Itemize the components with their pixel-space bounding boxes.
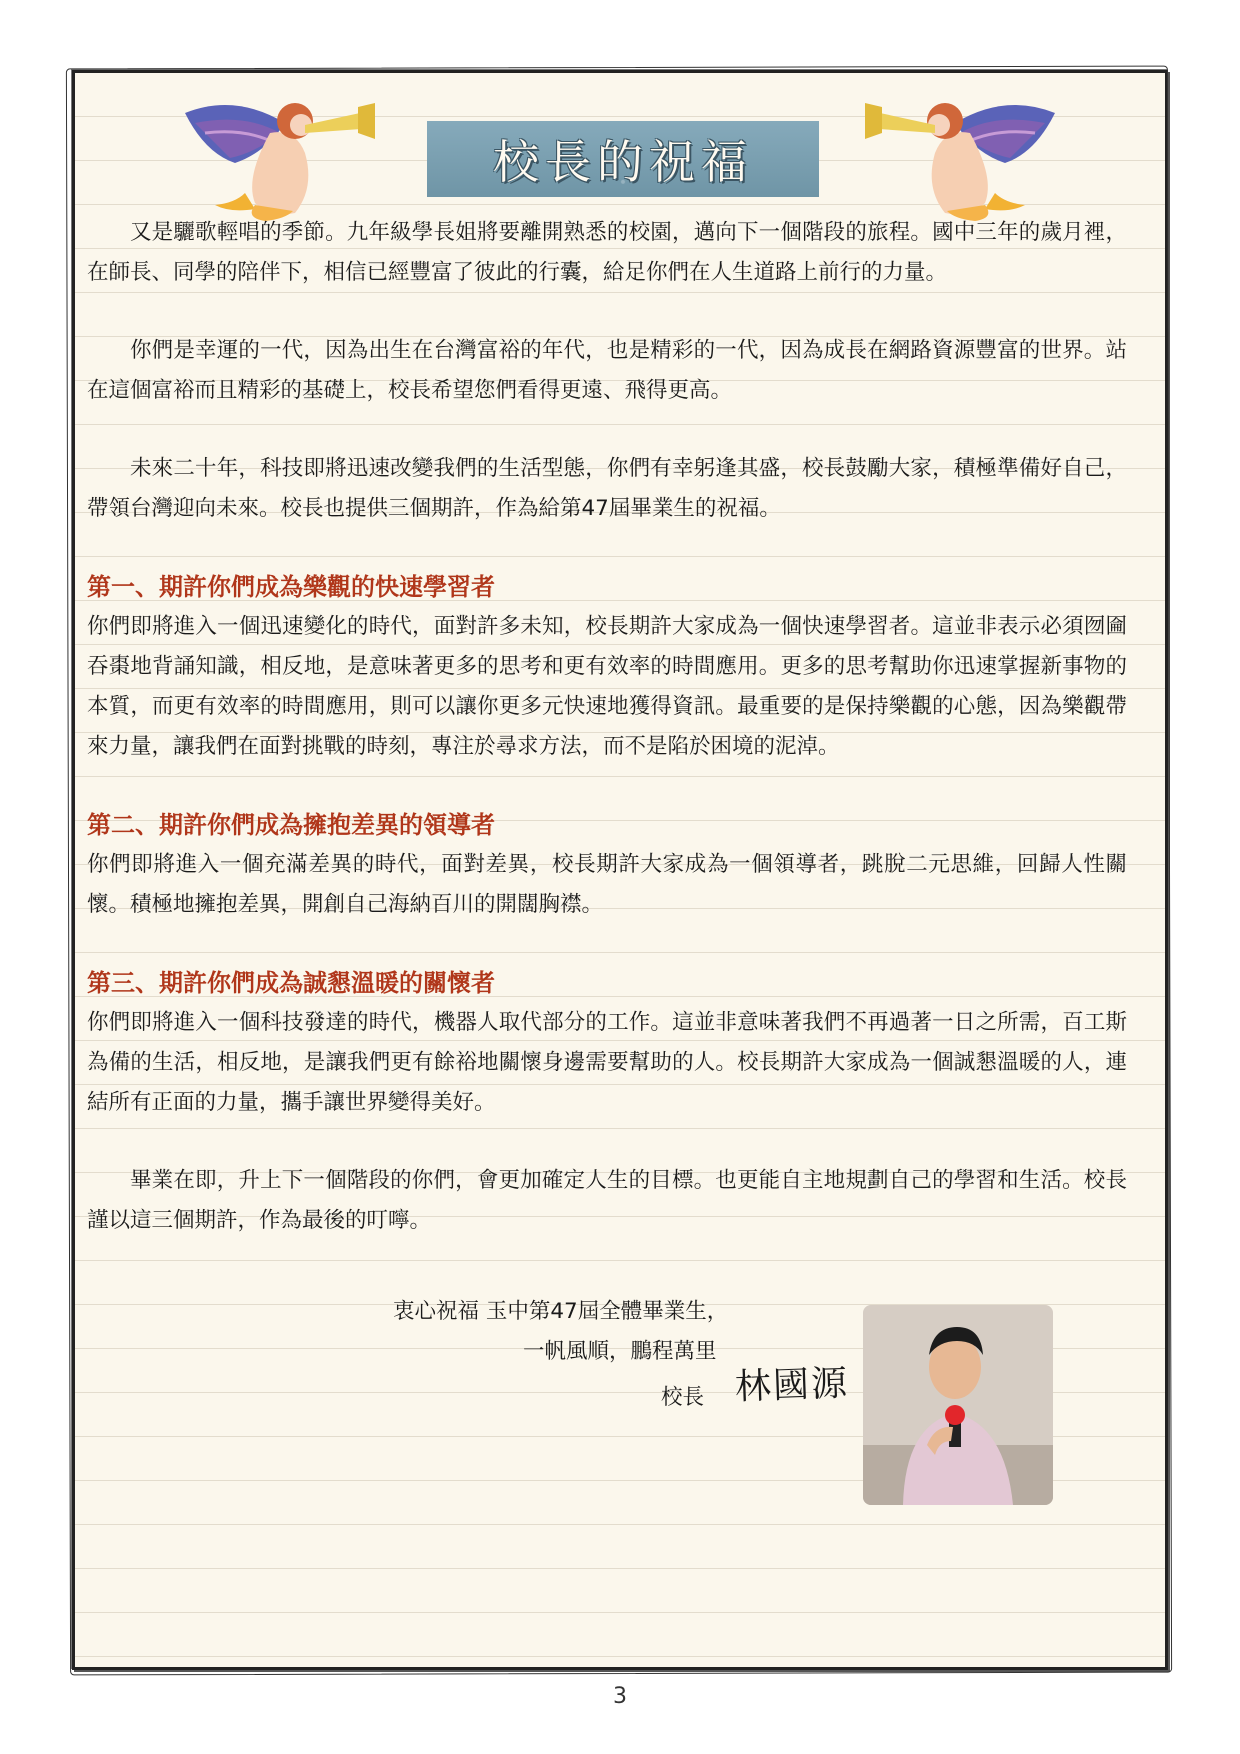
title-banner bbox=[427, 121, 819, 197]
section-heading-3: 第三、期許你們成為誠懇溫暖的關懷者 bbox=[87, 969, 495, 997]
closing-blessing-line-2: 一帆風順，鵬程萬里 bbox=[523, 1339, 717, 1364]
section-body-3: 你們即將進入一個科技發達的時代，機器人取代部分的工作。這並非意味著我們不再過著一日之所需，百工斯為備的生活，相反地，是讓我們更有餘裕地關懷身邊需要幫助的人。校長期許大家成為一個誠懇溫暖的人，連結所有正面的力量，攜手讓世界變得美好。 bbox=[87, 1010, 1127, 1115]
letter-body bbox=[87, 213, 1127, 1241]
intro-paragraph-1: 又是驪歌輕唱的季節。九年級學長姐將要離開熟悉的校園，邁向下一個階段的旅程。國中三年的歲月裡，在師長、同學的陪伴下，相信已經豐富了彼此的行囊，給足你們在人生道路上前行的力量。 bbox=[87, 220, 1127, 285]
signature-title: 校長 bbox=[661, 1385, 705, 1410]
section-body-1: 你們即將進入一個迅速變化的時代，面對許多未知，校長期許大家成為一個快速學習者。這並非表示必須囫圇吞棗地背誦知識，相反地，是意味著更多的思考和更有效率的時間應用。更多的思考幫助你迅速掌握新事物的本質，而更有效率的時間應用，則可以讓你更多元快速地獲得資訊。最重要的是保持樂觀的心態，因為樂觀帶來力量，讓我們在面對挑戰的時刻，專注於尋求方法，而不是陷於困境的泥淖。 bbox=[87, 614, 1127, 759]
trumpet-angel-left-illustration bbox=[175, 93, 385, 223]
page-title: 校長的祝福 bbox=[493, 135, 753, 189]
section-heading-1: 第一、期許你們成為樂觀的快速學習者 bbox=[87, 573, 495, 601]
section-body-2: 你們即將進入一個充滿差異的時代，面對差異，校長期許大家成為一個領導者，跳脫二元思維，回歸人性關懷。積極地擁抱差異，開創自己海納百川的開闊胸襟。 bbox=[87, 852, 1127, 917]
page-frame bbox=[72, 70, 1168, 1670]
intro-paragraph-3: 未來二十年，科技即將迅速改變我們的生活型態，你們有幸躬逢其盛，校長鼓勵大家，積極準備好自己，帶領台灣迎向未來。校長也提供三個期許，作為給第47屆畢業生的祝福。 bbox=[87, 456, 1127, 521]
intro-paragraph-2: 你們是幸運的一代，因為出生在台灣富裕的年代，也是精彩的一代，因為成長在網路資源豐富的世界。站在這個富裕而且精彩的基礎上，校長希望您們看得更遠、飛得更高。 bbox=[87, 338, 1127, 403]
section-heading-2: 第二、期許你們成為擁抱差異的領導者 bbox=[87, 811, 495, 839]
conclusion-paragraph: 畢業在即，升上下一個階段的你們，會更加確定人生的目標。也更能自主地規劃自己的學習和生活。校長謹以這三個期許，作為最後的叮嚀。 bbox=[87, 1168, 1127, 1233]
page-number: 3 bbox=[613, 1684, 627, 1709]
signature-name: 林國源 bbox=[734, 1363, 850, 1408]
trumpet-angel-right-illustration bbox=[855, 93, 1065, 223]
closing-blessing-line-1: 衷心祝福 玉中第47屆全體畢業生， bbox=[393, 1299, 729, 1324]
principal-photo bbox=[863, 1305, 1053, 1505]
